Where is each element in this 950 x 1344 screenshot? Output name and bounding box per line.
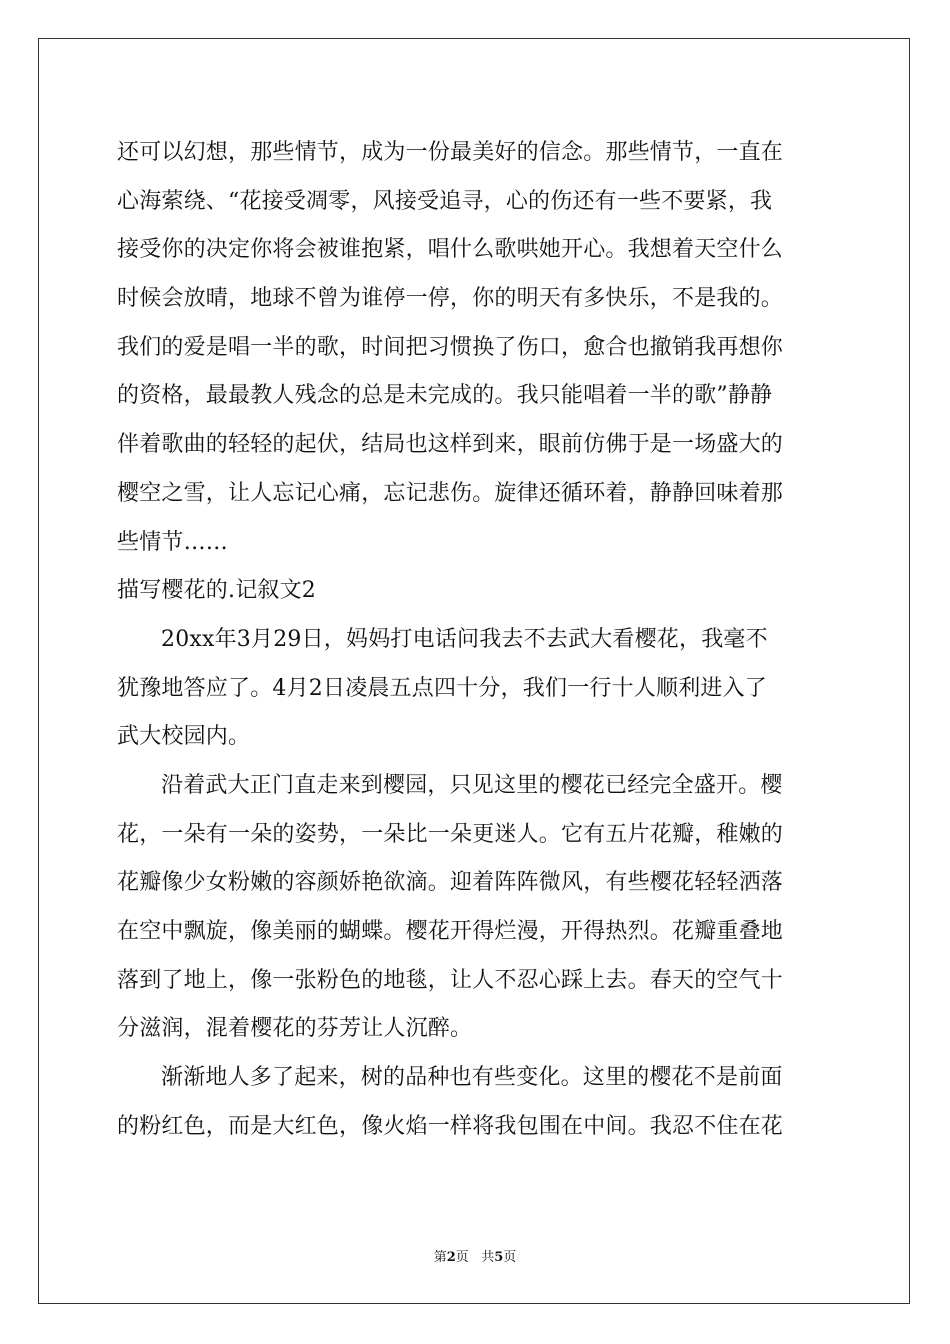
text-line: 渐渐地人多了起来，树的品种也有些变化。这里的樱花不是前面 [161,1065,783,1091]
text-line: 花瓣像少女粉嫩的容颜娇艳欲滴。迎着阵阵微风，有些樱花轻轻洒落 [117,870,784,896]
text-line: 犹豫地答应了。4月2日凌晨五点四十分，我们一行十人顺利进入了 [117,675,767,701]
text-line: 心海萦绕、“花接受凋零，风接受追寻，心的伤还有一些不要紧，我 [117,188,773,214]
text-line: 伴着歌曲的轻轻的起伏，结局也这样到来，眼前仿佛于是一场盛大的 [117,432,784,458]
text-line: 20xx年3月29日，妈妈打电话问我去不去武大看樱花，我毫不 [161,626,768,652]
text-line: 些情节…… [117,529,229,555]
footer-total-prefix: 共 [481,1250,495,1265]
text-line: 还可以幻想，那些情节，成为一份最美好的信念。那些情节，一直在 [117,140,784,165]
text-line: 的粉红色，而是大红色，像火焰一样将我包围在中间。我忍不住在花 [117,1113,784,1139]
text-line: 樱空之雪，让人忘记心痛，忘记悲伤。旋律还循环着，静静回味着那 [117,480,784,506]
text-line: 分滋润，混着樱花的芬芳让人沉醉。 [117,1016,473,1042]
text-line: 武大校园内。 [117,724,251,750]
text-line: 在空中飘旋，像美丽的蝴蝶。樱花开得烂漫，开得热烈。花瓣重叠地 [117,919,784,944]
text-line: 的资格，最最教人残念的总是未完成的。我只能唱着一半的歌”静静 [117,383,773,409]
total-page-number: 5 [494,1250,504,1265]
text-line: 花，一朵有一朵的姿势，一朵比一朵更迷人。它有五片花瓣，稚嫩的 [117,821,784,847]
text-line: 描写樱花的.记叙文2 [117,578,316,604]
text-line: 落到了地上，像一张粉色的地毯，让人不忍心踩上去。春天的空气十 [117,967,784,993]
footer-total-suffix: 页 [503,1250,517,1265]
current-page-number: 2 [446,1250,456,1265]
text-line: 我们的爱是唱一半的歌，时间把习惯换了伤口，愈合也撤销我再想你 [117,334,784,360]
page-footer [0,1246,950,1265]
text-line: 沿着武大正门直走来到樱园，只见这里的樱花已经完全盛开。樱 [161,772,783,798]
footer-page-suffix: 页 [455,1250,469,1265]
text-line: 时候会放晴，地球不曾为谁停一停，你的明天有多快乐，不是我的。 [117,286,784,312]
footer-prefix: 第 [433,1250,447,1265]
document-body [117,129,833,1151]
text-line: 接受你的决定你将会被谁抱紧，唱什么歌哄她开心。我想着天空什么 [117,237,784,263]
